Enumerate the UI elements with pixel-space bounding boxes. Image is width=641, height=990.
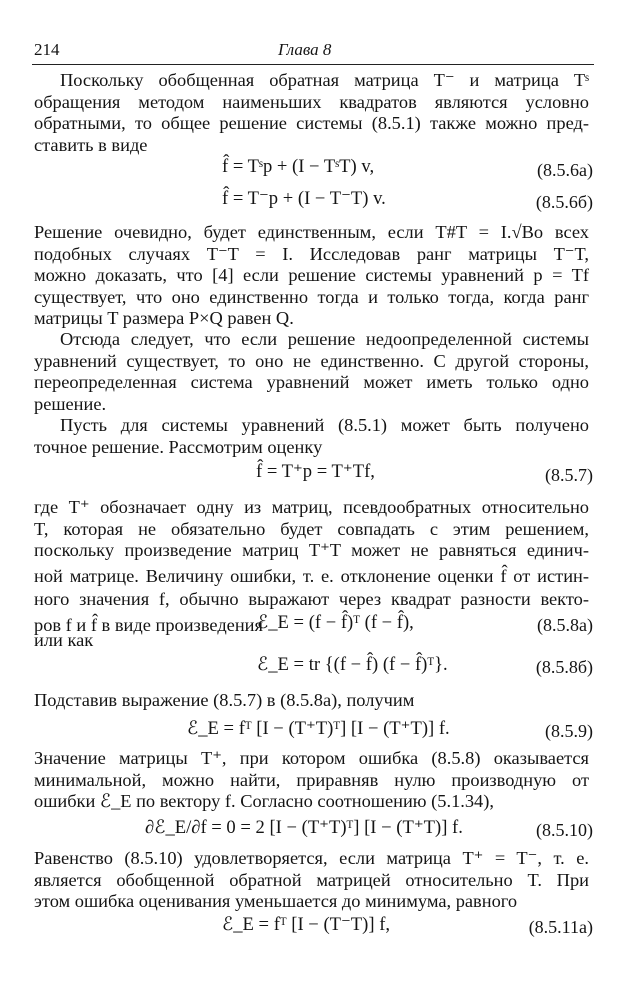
text-line: подобных случаях T⁻T = I. Исследовав ранг матрицы T⁻T, xyxy=(34,243,589,264)
text-line: можно доказать, что [4] если решение системы уравнений p = Tf xyxy=(34,265,589,286)
equation-8-5-11a: ℰ_E = fᵀ [I − (T⁻T)] f, xyxy=(222,914,391,935)
text-line: Решение очевидно, будет единственным, если T#T = I.√Во всех xyxy=(34,222,589,242)
equation-number: (8.5.9) xyxy=(545,721,593,741)
equation-8-5-7: f̂ = T⁺p = T⁺Tf, xyxy=(256,461,375,482)
text-line: ошибки ℰ_E по вектору f. Согласно соотношению (5.1.34), xyxy=(34,791,494,812)
text-line: где T⁺ обозначает одну из матриц, псевдообратных относительно xyxy=(34,497,589,517)
chapter-title: Глава 8 xyxy=(278,40,332,59)
equation-8-5-6a: f̂ = Tˢp + (I − TˢT) v, xyxy=(222,156,375,177)
paragraph-7 xyxy=(34,748,589,813)
text-line: ров f и f̂ в виде произведения xyxy=(34,614,263,635)
equation-number: (8.5.11а) xyxy=(528,917,593,937)
text-line: переопределенная система уравнений может иметь только одно xyxy=(34,372,589,393)
equation-number: (8.5.7) xyxy=(545,465,593,485)
text-line: ной матрице. Величину ошибки, т. е. отклонение оценки f̂ от истин- xyxy=(34,565,589,586)
text-line: решение. xyxy=(34,393,107,414)
equation-number: (8.5.8а) xyxy=(537,615,593,635)
paragraph-8 xyxy=(34,848,589,913)
paragraph-3 xyxy=(34,329,589,415)
equation-number: (8.5.8б) xyxy=(535,657,593,677)
equation-8-5-8b: ℰ_E = tr {(f − f̂) (f − f̂)ᵀ}. xyxy=(257,654,448,675)
text-line: обратными, то общее решение системы (8.5.1) также можно пред- xyxy=(34,113,589,134)
paragraph-1 xyxy=(34,70,589,156)
text-line: минимальной, можно найти, приравняв нулю производную от xyxy=(34,769,589,790)
equation-number: (8.5.6б) xyxy=(535,192,593,212)
equation-8-5-6b: f̂ = T⁻p + (I − T⁻T) v. xyxy=(222,188,386,209)
equation-8-5-8a: ℰ_E = (f − f̂)ᵀ (f − f̂), xyxy=(257,612,414,633)
text-line: Равенство (8.5.10) удовлетворяется, если матрица T⁺ = T⁻, т. е. xyxy=(34,848,589,868)
text-line: существует, что оно единственно тогда и только тогда, когда ранг xyxy=(34,286,589,307)
text-line: этом ошибка оценивания уменьшается до минимума, равного xyxy=(34,891,518,912)
text-line: или как xyxy=(34,630,94,650)
text-line: ного значения f, обычно выражают через квадрат разности векто- xyxy=(34,589,589,610)
text-line: T, которая не обязательно будет совпадать с этим решением, xyxy=(34,518,589,539)
text-line: матрицы T размера P×Q равен Q. xyxy=(34,308,294,329)
text-line: Поскольку обобщенная обратная матрица T⁻ и матрица Tˢ xyxy=(60,70,589,90)
text-line: уравнений существует, то оно не единственно. С другой стороны, xyxy=(34,350,589,371)
equation-8-5-9: ℰ_E = fᵀ [I − (T⁺T)ᵀ] [I − (T⁺T)] f. xyxy=(187,718,450,739)
equation-number: (8.5.6а) xyxy=(537,160,593,180)
text-line: поскольку произведение матриц T⁺T может не равняться единич- xyxy=(34,540,589,561)
equation-8-5-10: ∂ℰ_E/∂f = 0 = 2 [I − (T⁺T)ᵀ] [I − (T⁺T)] f. xyxy=(145,817,463,838)
text-line: обращения методом наименьших квадратов являются условно xyxy=(34,91,589,112)
text-line: Значение матрицы T⁺, при котором ошибка (8.5.8) оказывается xyxy=(34,748,589,768)
paragraph-6 xyxy=(34,690,589,712)
paragraph-2 xyxy=(34,222,589,330)
text-line: ставить в виде xyxy=(34,134,148,155)
page-number: 214 xyxy=(34,40,60,59)
text-line: Пусть для системы уравнений (8.5.1) может быть получено xyxy=(60,415,589,435)
text-line: Подставив выражение (8.5.7) в (8.5.8а), получим xyxy=(34,690,415,710)
paragraph-4 xyxy=(34,415,589,458)
equation-number: (8.5.10) xyxy=(536,820,593,840)
text-line: является обобщенной обратной матрицей относительно T. При xyxy=(34,869,589,890)
header-rule xyxy=(32,64,594,65)
text-line: Отсюда следует, что если решение недоопределенной системы xyxy=(60,329,589,349)
text-line: точное решение. Рассмотрим оценку xyxy=(34,436,323,457)
or-text xyxy=(34,630,93,652)
